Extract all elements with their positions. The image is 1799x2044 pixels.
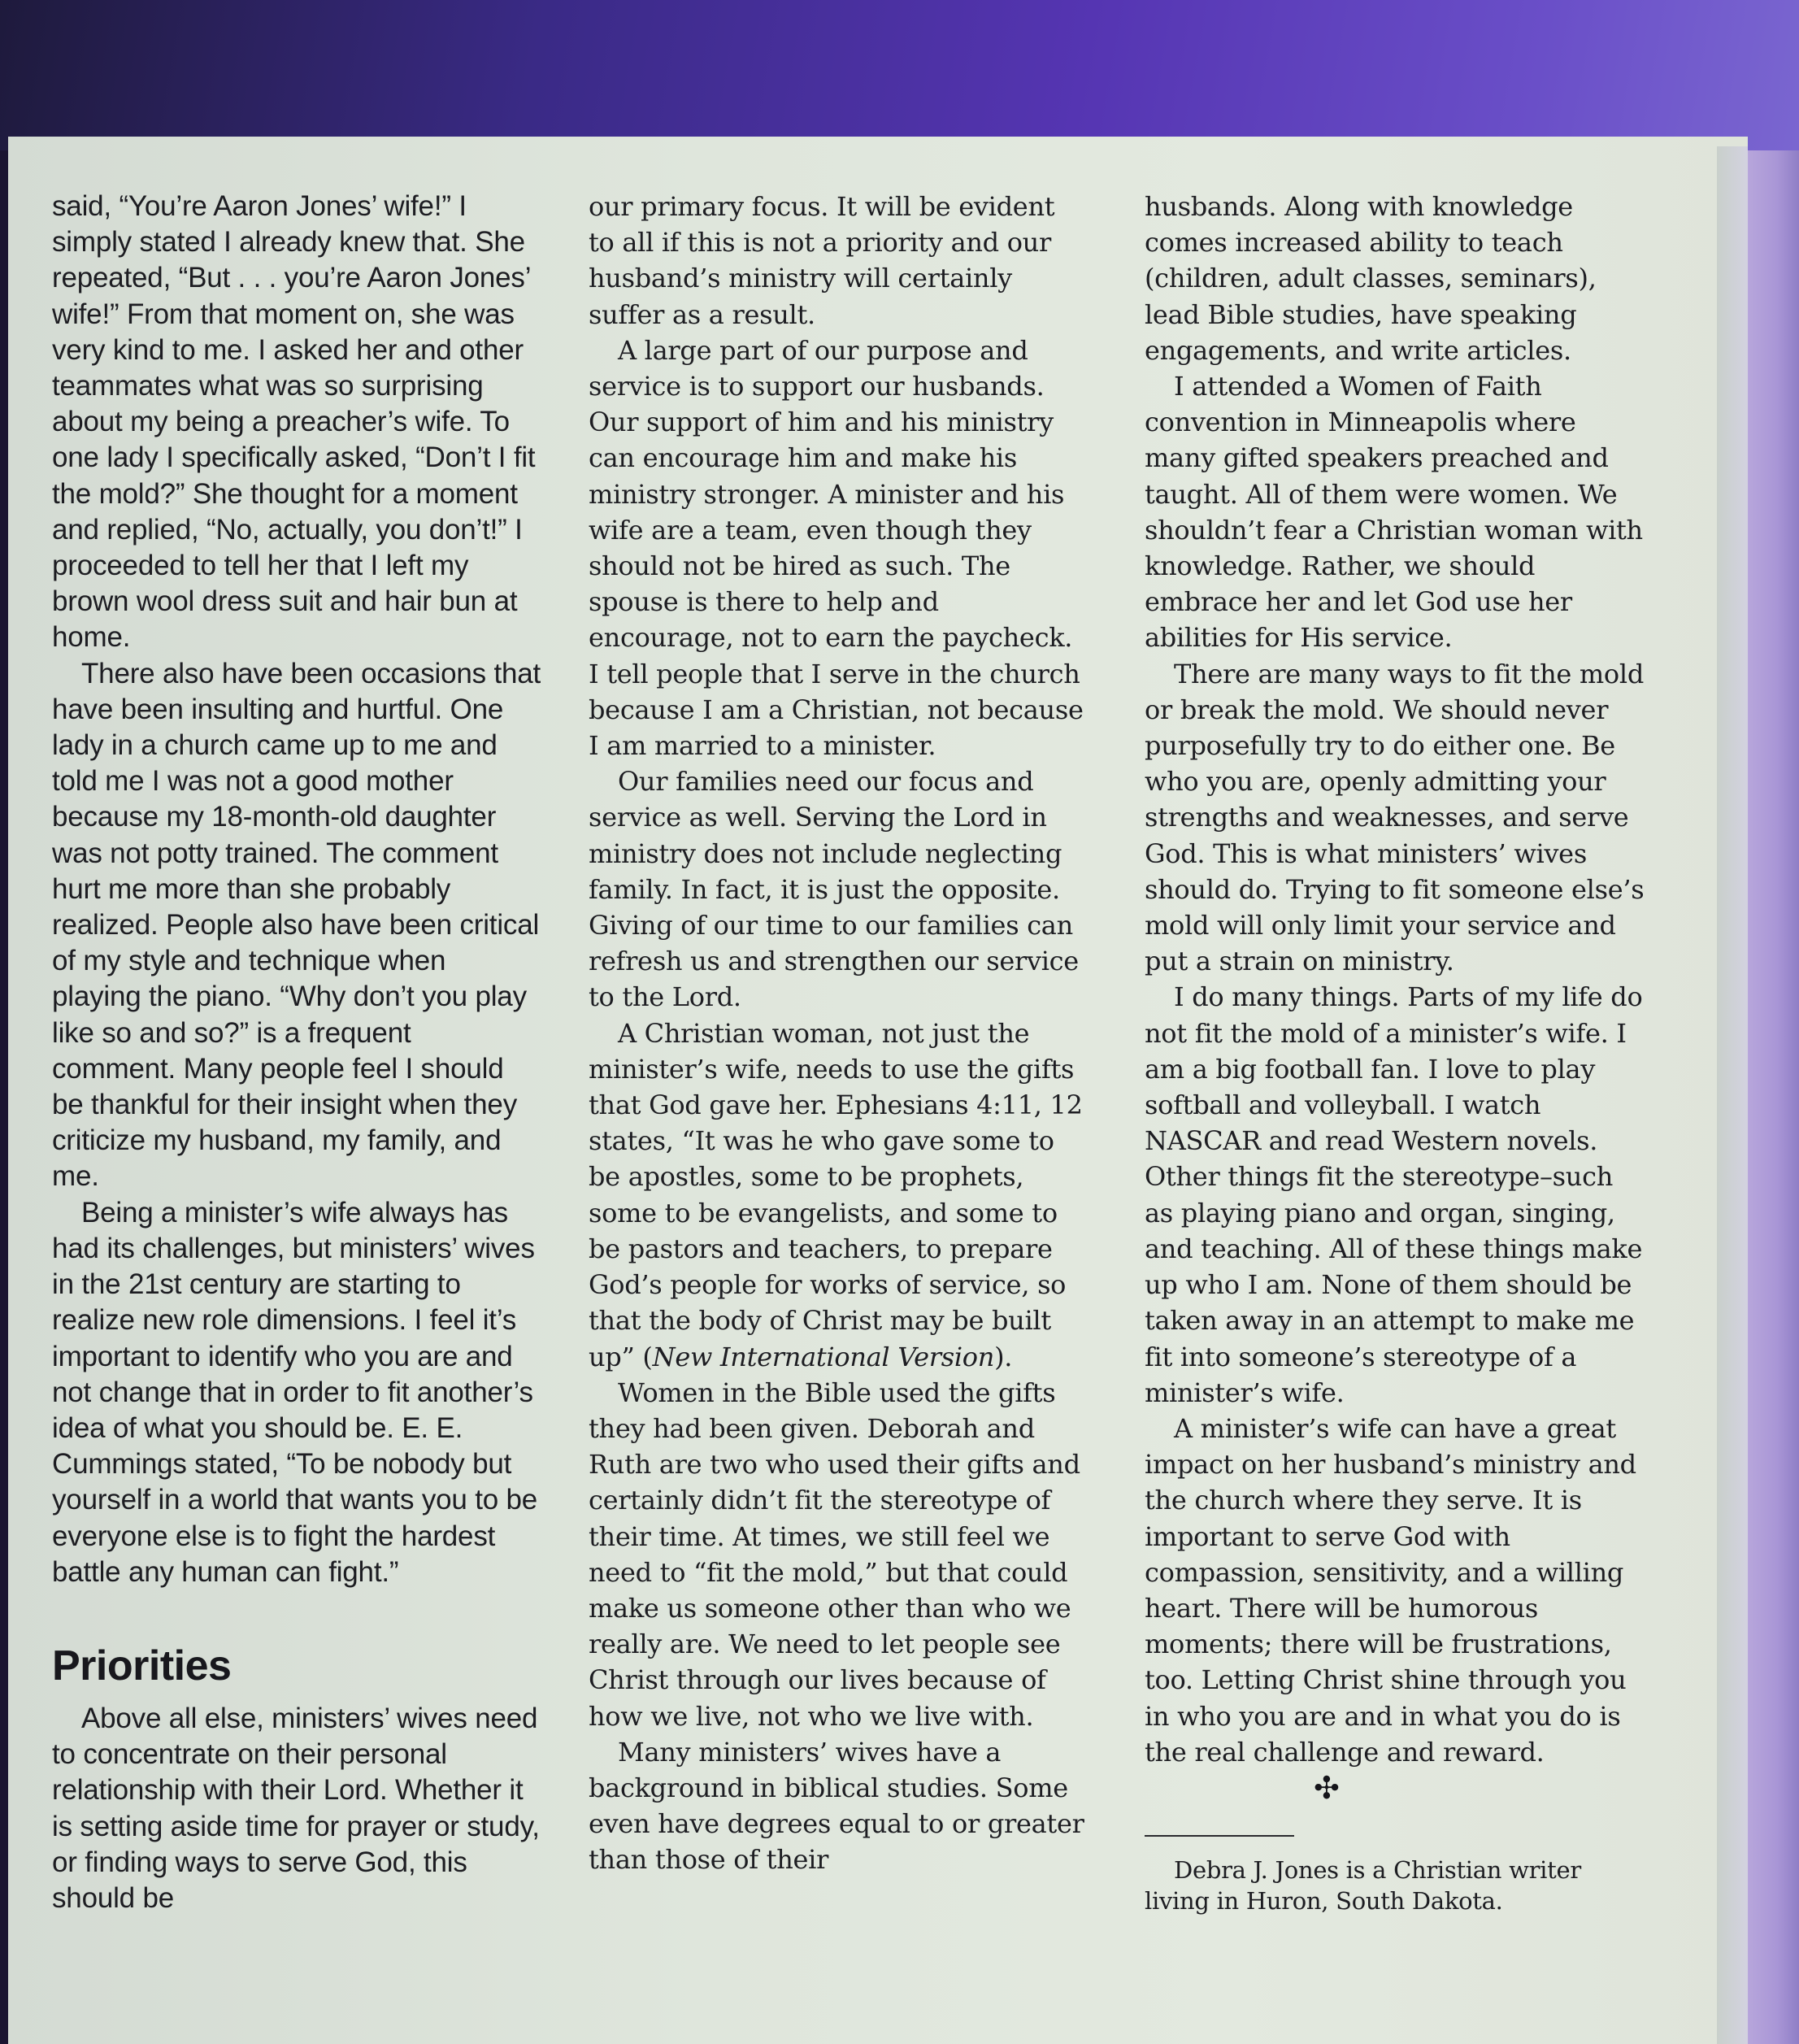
paragraph: Many ministers’ wives have a background in biblical studies. Some even have degrees equal to or greater than those of their	[589, 1736, 1084, 1876]
magazine-color-band	[0, 0, 1799, 150]
paragraph: Being a minister’s wife always has had its challenges, but ministers’ wives in the 21st century are starting to realize new role dimensions. I feel it’s important to identify who you are and not change that in order to fit another’s idea of what you should be. E. E. Cummings stated, “To be nobody but yourself in a world that wants you to be everyone else is to fight the hardest battle any human can fight.”	[52, 1196, 538, 1588]
paragraph-final	[1145, 1411, 1649, 1807]
paragraph: our primary focus. It will be evident to all if this is not a priority and our husband’s ministry will certainly suffer as a result.	[589, 191, 1055, 330]
article-column-3	[1145, 189, 1649, 1916]
page-curl	[1717, 146, 1748, 2044]
paragraph: Women in the Bible used the gifts they had been given. Deborah and Ruth are two who used their gifts and certainly didn’t fit the stereotype of their time. At times, we still feel we need to “fit the mold,” but that could make us someone other than who we really are. We need to let people see Christ through our lives because of how we live, not who we live with.	[589, 1376, 1080, 1732]
end-mark-icon: ✣	[1314, 1769, 1340, 1806]
paragraph-with-citation	[589, 1015, 1086, 1375]
paragraph: I do many things. Parts of my life do not fit the mold of a minister’s wife. I am a big football fan. I love to play softball and volleyball. I watch NASCAR and read Western novels. Other things fit the stereotype–such as playing piano and organ, singing, and teaching. All of these things make up who I am. None of them should be taken away in an attempt to make me fit into someone’s stereotype of a minister’s wife.	[1145, 981, 1643, 1408]
paragraph: said, “You’re Aaron Jones’ wife!” I simply stated I already knew that. She repeated, “But . . . you’re Aaron Jones’ wife!” From that moment on, she was very kind to me. I asked her and other teammates what was so surprising about my being a preacher’s wife. To one lady I specifically asked, “Don’t I fit the mold?” She thought for a moment and replied, “No, actually, you don’t!” I proceeded to tell her that I left my brown wool dress suit and hair bun at home.	[52, 190, 536, 654]
bible-version-citation: New International Version	[652, 1341, 995, 1372]
paragraph: Above all else, ministers’ wives need to concentrate on their personal relationship with their Lord. Whether it is setting aside time for prayer or study, or finding ways to serve God, this should be	[52, 1702, 540, 1914]
article-column-1	[52, 189, 541, 1916]
paragraph-text: A Christian woman, not just the minister’s wife, needs to use the gifts that God gave her. Ephesians 4:11, 12 states, “It was he who gave some to be apostles, some to be prophets, some to be evangelists, and some to be pastors and teachers, to prepare God’s people for works of service, so that the body of Christ may be built up” (	[589, 1017, 1083, 1372]
paragraph: husbands. Along with knowledge comes increased ability to teach (children, adult classes, seminars), lead Bible studies, have speaking engagements, and write articles.	[1145, 191, 1597, 366]
paragraph-text-end: ).	[994, 1341, 1013, 1372]
paragraph: There are many ways to fit the mold or break the mold. We should never purposefully try to do either one. Be who you are, openly admitting your strengths and weaknesses, and serve God. This is what ministers’ wives should do. Trying to fit someone else’s mold will only limit your service and put a strain on ministry.	[1145, 658, 1645, 977]
author-bio: Debra J. Jones is a Christian writer living in Huron, South Dakota.	[1145, 1856, 1581, 1916]
article-column-2	[589, 189, 1086, 1878]
paragraph-text: A minister’s wife can have a great impact on her husband’s ministry and the church where they serve. It is important to serve God with compassion, sensitivity, and a willing heart. There will be humorous moments; there will be frustrations, too. Letting Christ shine through you in who you are and in what you do is the real challenge and reward.	[1145, 1412, 1636, 1768]
paragraph: Our families need our focus and service as well. Serving the Lord in ministry does not include neglecting family. In fact, it is just the opposite. Giving of our time to our families can refresh us and strengthen our service to the Lord.	[589, 766, 1079, 1013]
paragraph: A large part of our purpose and service is to support our husbands. Our support of him and his ministry can encourage him and make his ministry stronger. A minister and his wife are a team, even though they should not be hired as such. The spouse is there to help and encourage, not to earn the paycheck. I tell people that I serve in the church because I am a Christian, not because I am married to a minister.	[589, 334, 1084, 762]
paragraph: There also have been occasions that have been insulting and hurtful. One lady in a church came up to me and told me I was not a good mother because my 18-month-old daughter was not potty trained. The comment hurt me more than she probably realized. People also have been critical of my style and technique when playing the piano. “Why don’t you play like so and so?” is a frequent comment. Many people feel I should be thankful for their insight when they criticize my husband, my family, and me.	[52, 657, 541, 1193]
section-heading: Priorities	[52, 1642, 232, 1690]
paragraph: I attended a Women of Faith convention in Minneapolis where many gifted speakers preached and taught. All of them were women. We shouldn’t fear a Christian woman with knowledge. Rather, we should embrace her and let God use her abilities for His service.	[1145, 371, 1643, 654]
bio-divider	[1145, 1835, 1294, 1837]
page-edge	[1744, 150, 1799, 2044]
